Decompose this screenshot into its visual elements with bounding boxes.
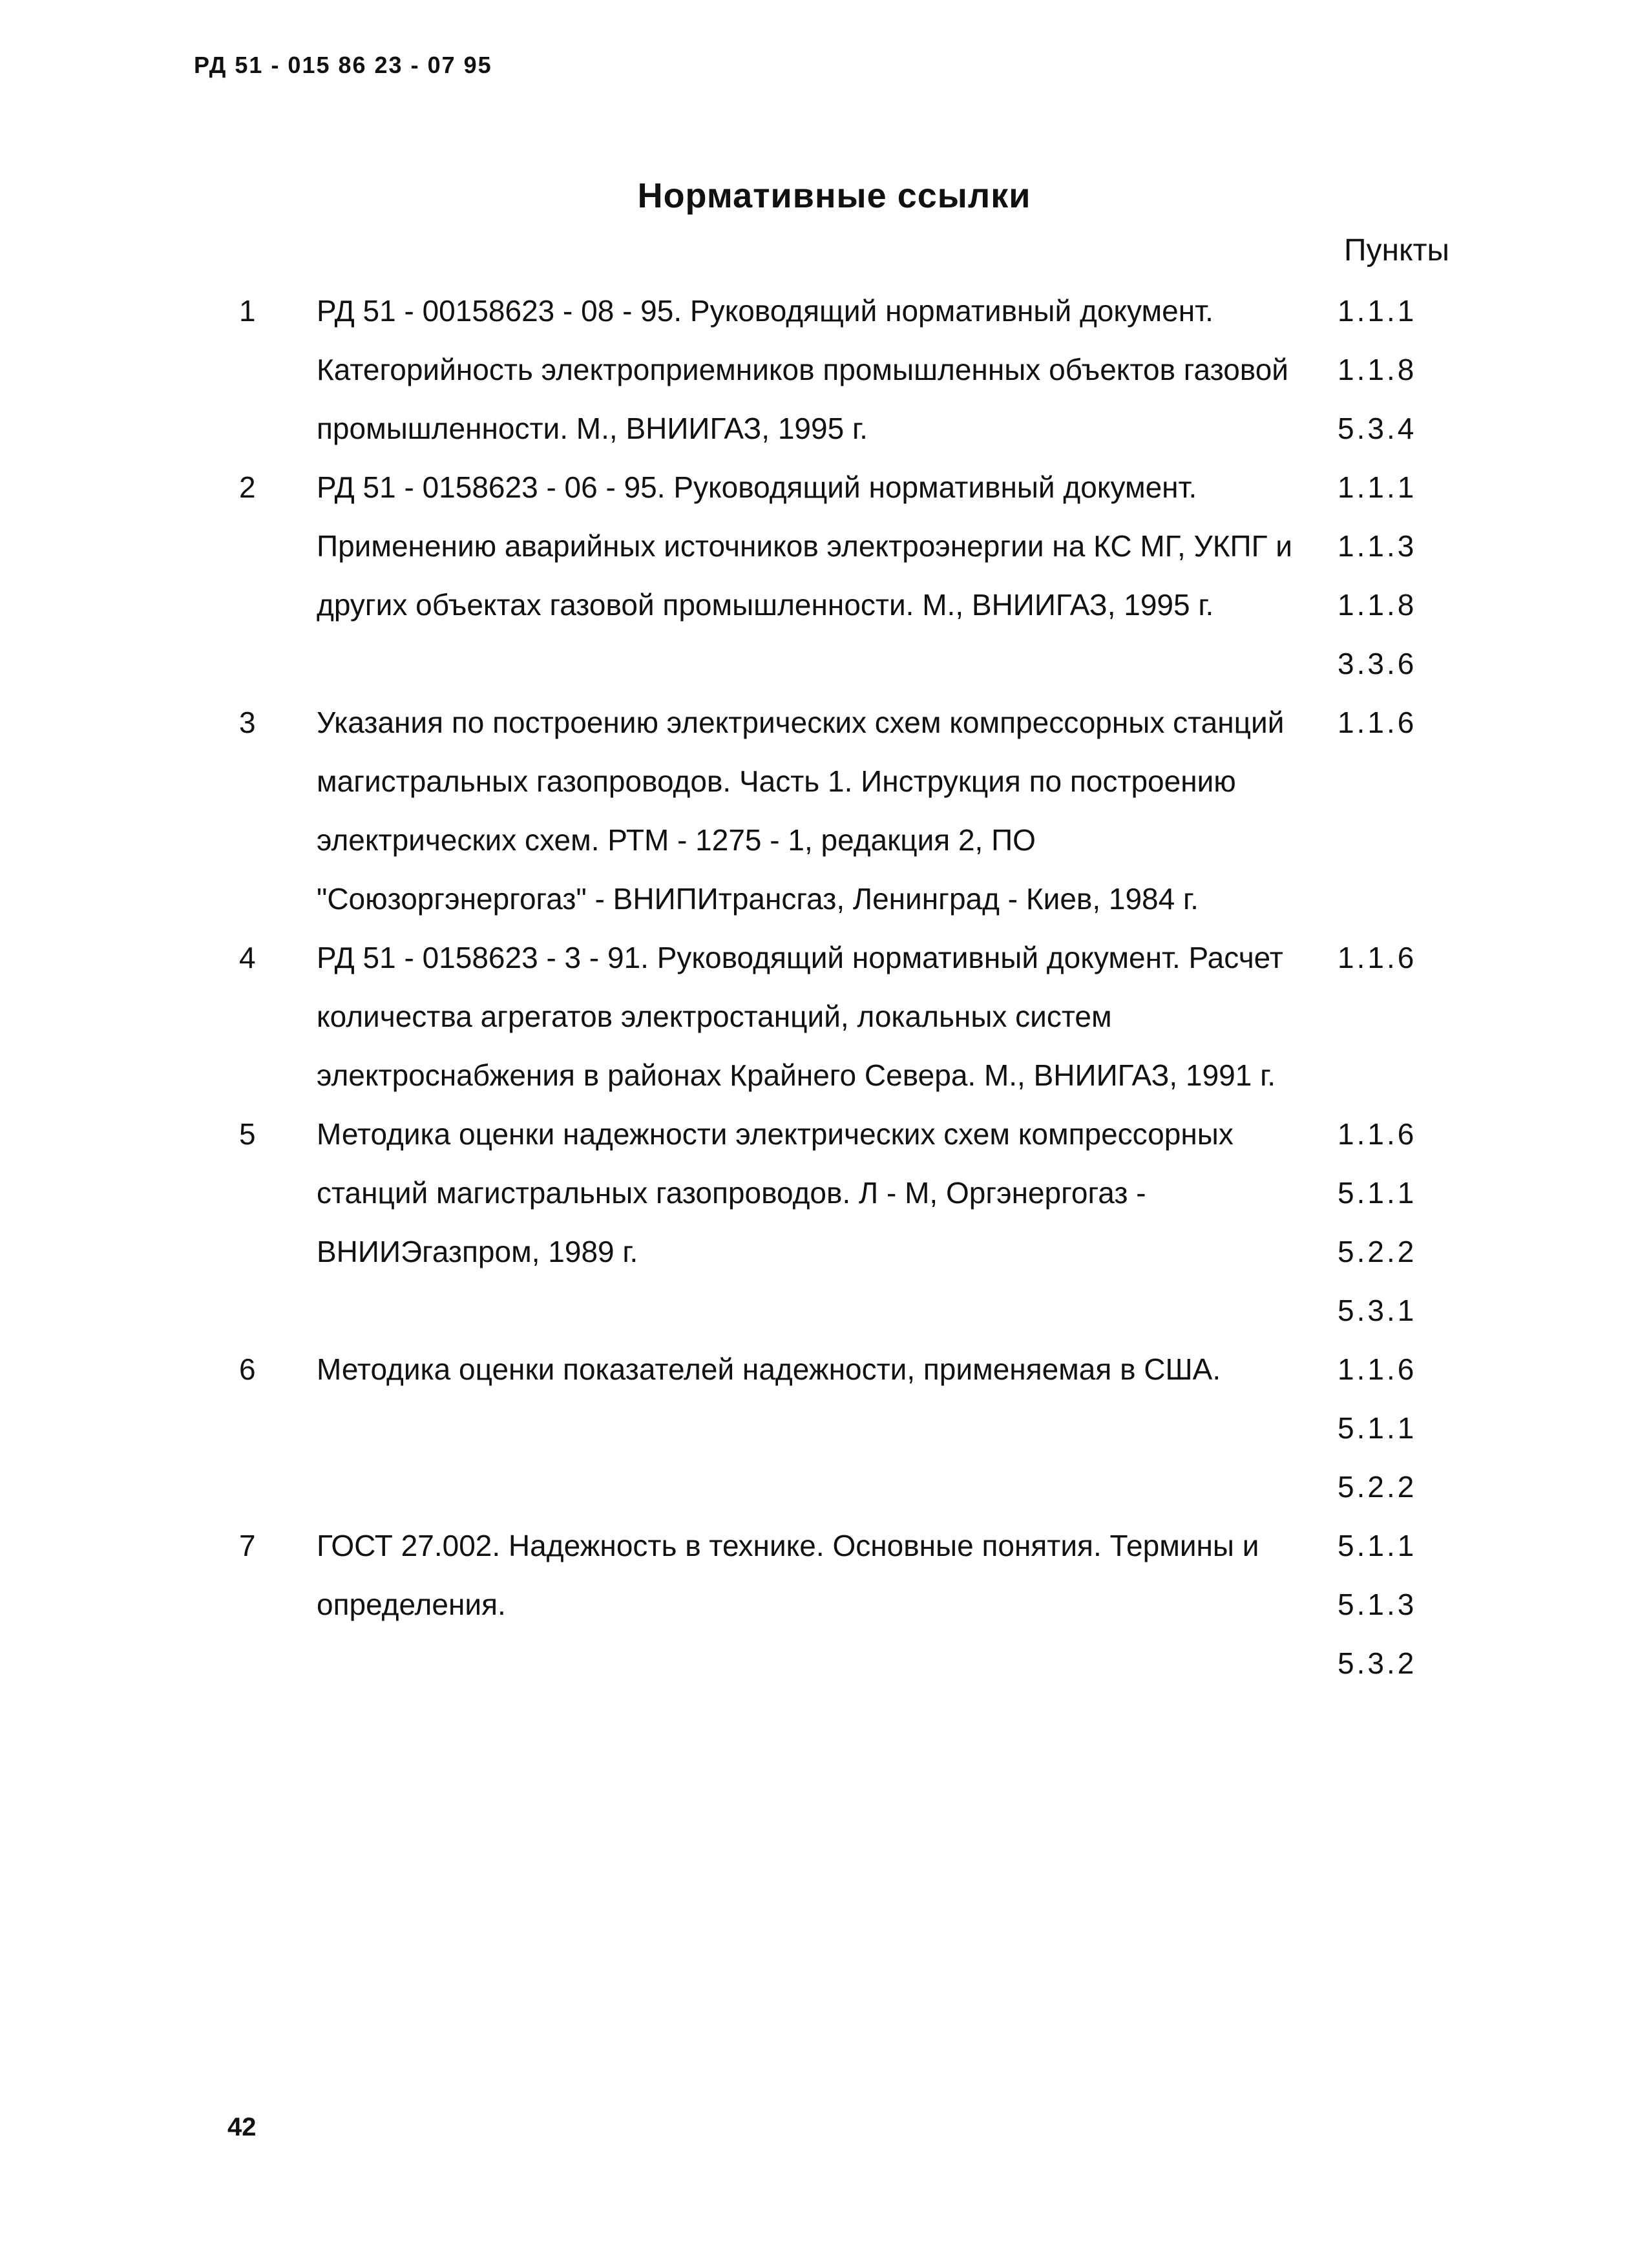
- reference-number: 6: [239, 1352, 256, 1386]
- reference-item-2: [239, 458, 1454, 693]
- clause-ref: 5.1.1: [1338, 1411, 1417, 1445]
- clause-ref: 5.1.1: [1338, 1529, 1417, 1562]
- reference-item-4: [239, 929, 1454, 1105]
- reference-text: Методика оценки показателей надежности, применяемая в США.: [317, 1352, 1221, 1386]
- clause-ref: 5.1.1: [1338, 1176, 1417, 1210]
- reference-clauses: [1338, 929, 1454, 1105]
- clause-ref: 5.1.3: [1338, 1588, 1417, 1621]
- document-code: РД 51 - 015 86 23 - 07 95: [194, 52, 492, 78]
- reference-text: РД 51 - 00158623 - 08 - 95. Руководящий нормативный документ. Категорийность электроприемников промышленных объектов газовой промышленности. М., ВНИИГАЗ, 1995 г.: [317, 294, 1288, 445]
- reference-text: Указания по построению электрических схем компрессорных станций магистральных газопроводов. Часть 1. Инструкция по построению электрических схем. РТМ - 1275 - 1, редакция 2, ПО "Союзоргэнергогаз" - ВНИПИтрансгаз, Ленинград - Киев, 1984 г.: [317, 706, 1285, 916]
- reference-number: 5: [239, 1117, 256, 1151]
- reference-clauses: [1338, 282, 1454, 458]
- references-list: [239, 282, 1454, 1693]
- reference-text: РД 51 - 0158623 - 3 - 91. Руководящий нормативный документ. Расчет количества агрегатов электростанций, локальных систем электроснабжения в районах Крайнего Севера. М., ВНИИГАЗ, 1991 г.: [317, 941, 1283, 1092]
- reference-item-5: [239, 1105, 1454, 1340]
- clause-ref: 1.1.3: [1338, 529, 1417, 563]
- clause-ref: 5.3.2: [1338, 1646, 1417, 1680]
- clauses-column-header: Пункты: [1344, 233, 1450, 268]
- clause-ref: 1.1.1: [1338, 294, 1417, 328]
- reference-text: РД 51 - 0158623 - 06 - 95. Руководящий нормативный документ. Применению аварийных источников электроэнергии на КС МГ, УКПГ и других объектах газовой промышленности. М., ВНИИГАЗ, 1995 г.: [317, 470, 1292, 622]
- reference-item-1: [239, 282, 1454, 458]
- reference-clauses: [1338, 1105, 1454, 1340]
- page-number: 42: [227, 2113, 257, 2141]
- clause-ref: 5.2.2: [1338, 1470, 1417, 1504]
- clause-ref: 1.1.6: [1338, 706, 1417, 739]
- reference-number: 4: [239, 941, 256, 974]
- reference-text: ГОСТ 27.002. Надежность в технике. Основные понятия. Термины и определения.: [317, 1529, 1259, 1621]
- reference-clauses: [1338, 1340, 1454, 1517]
- reference-number: 2: [239, 470, 256, 504]
- clause-ref: 1.1.6: [1338, 1117, 1417, 1151]
- reference-item-7: [239, 1517, 1454, 1693]
- reference-text: Методика оценки надежности электрических схем компрессорных станций магистральных газопроводов. Л - М, Оргэнергогаз - ВНИИЭгазпром, 1989 г.: [317, 1117, 1234, 1268]
- reference-item-6: [239, 1340, 1454, 1517]
- reference-clauses: [1338, 693, 1454, 929]
- reference-clauses: [1338, 458, 1454, 693]
- reference-item-3: [239, 693, 1454, 929]
- reference-number: 1: [239, 294, 256, 328]
- clause-ref: 5.2.2: [1338, 1235, 1417, 1268]
- clause-ref: 1.1.6: [1338, 1352, 1417, 1386]
- page-title: Нормативные ссылки: [637, 176, 1031, 215]
- reference-clauses: [1338, 1517, 1454, 1693]
- clause-ref: 5.3.1: [1338, 1294, 1417, 1327]
- clause-ref: 1.1.8: [1338, 353, 1417, 386]
- clause-ref: 1.1.1: [1338, 470, 1417, 504]
- reference-number: 3: [239, 706, 256, 739]
- clause-ref: 3.3.6: [1338, 647, 1417, 680]
- clause-ref: 1.1.8: [1338, 588, 1417, 622]
- clause-ref: 5.3.4: [1338, 412, 1417, 445]
- clause-ref: 1.1.6: [1338, 941, 1417, 974]
- reference-number: 7: [239, 1529, 256, 1562]
